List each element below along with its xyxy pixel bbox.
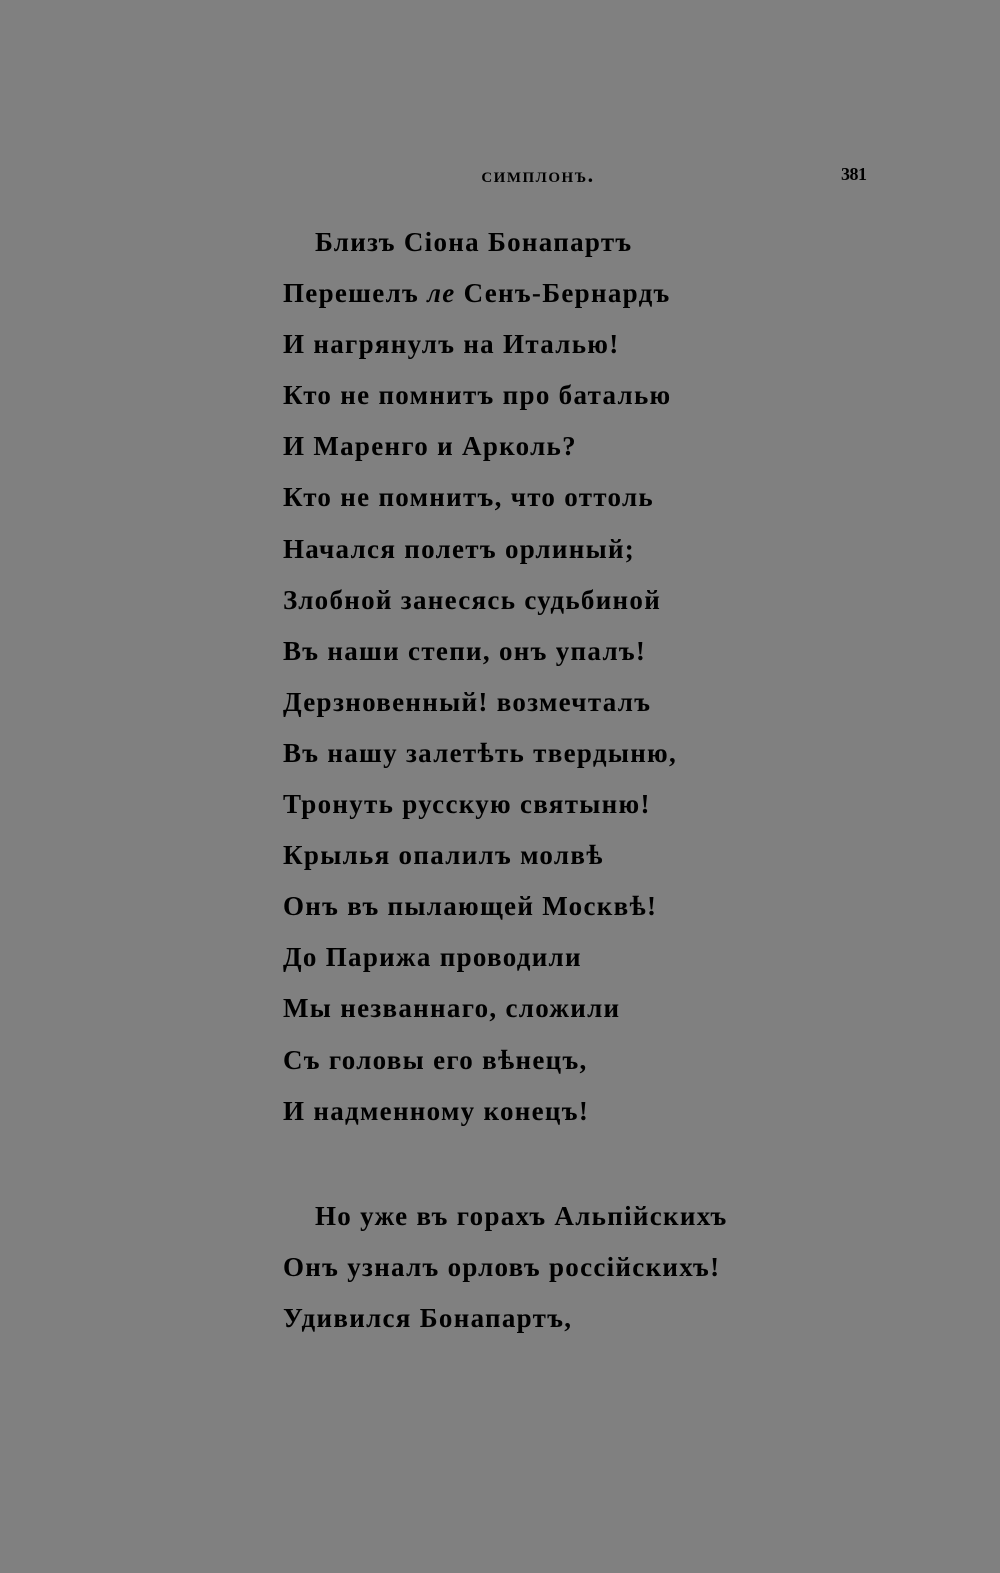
poem-line-text: Сенъ-Бернардъ <box>455 278 671 309</box>
poem-line: Кто не помнитъ про баталью <box>283 380 672 411</box>
poem-line: Начался полетъ орлиный; <box>283 533 636 564</box>
poem-line: Въ наши степи, онъ упалъ! <box>283 635 647 666</box>
poem-line: Удивился Бонапартъ, <box>283 1303 573 1334</box>
page-number: 381 <box>841 164 867 184</box>
poem-line: Кто не помнитъ, что оттоль <box>283 482 654 513</box>
poem-line-text: Перешелъ <box>283 278 428 309</box>
poem-line: Крылья опалилъ молвѣ <box>283 840 604 871</box>
poem-line: И надменному конецъ! <box>283 1095 590 1126</box>
stanza <box>283 1191 903 1344</box>
poem-line: Съ головы его вѣнецъ, <box>283 1044 588 1075</box>
poem-line <box>283 268 903 319</box>
poem-line: Онъ въ пылающей Москвѣ! <box>283 891 658 922</box>
stanza <box>283 217 903 1137</box>
poem-line: До Парижа проводили <box>283 942 582 973</box>
poem-line: Мы незваннаго, сложили <box>283 993 621 1024</box>
poem-line: Тронуть русскую святыню! <box>283 789 651 820</box>
poem-line: Близъ Сіона Бонапартъ <box>315 227 633 257</box>
poem-line: И нагрянулъ на Италью! <box>283 329 620 360</box>
running-title: симплонъ. <box>481 162 595 187</box>
poem-line: Онъ узналъ орловъ россійскихъ! <box>283 1252 721 1283</box>
poem-line: Въ нашу залетѣть твердыню, <box>283 737 678 768</box>
poem-line: И Маренго и Арколь? <box>283 431 577 462</box>
poem-line-italic-word: ле <box>427 278 456 309</box>
poem-line: Дерзновенный! возмечталъ <box>283 686 652 717</box>
poem-line: Злобной занесясь судьбиной <box>283 584 662 615</box>
poem-line: Но уже въ горахъ Альпійскихъ <box>315 1201 728 1231</box>
